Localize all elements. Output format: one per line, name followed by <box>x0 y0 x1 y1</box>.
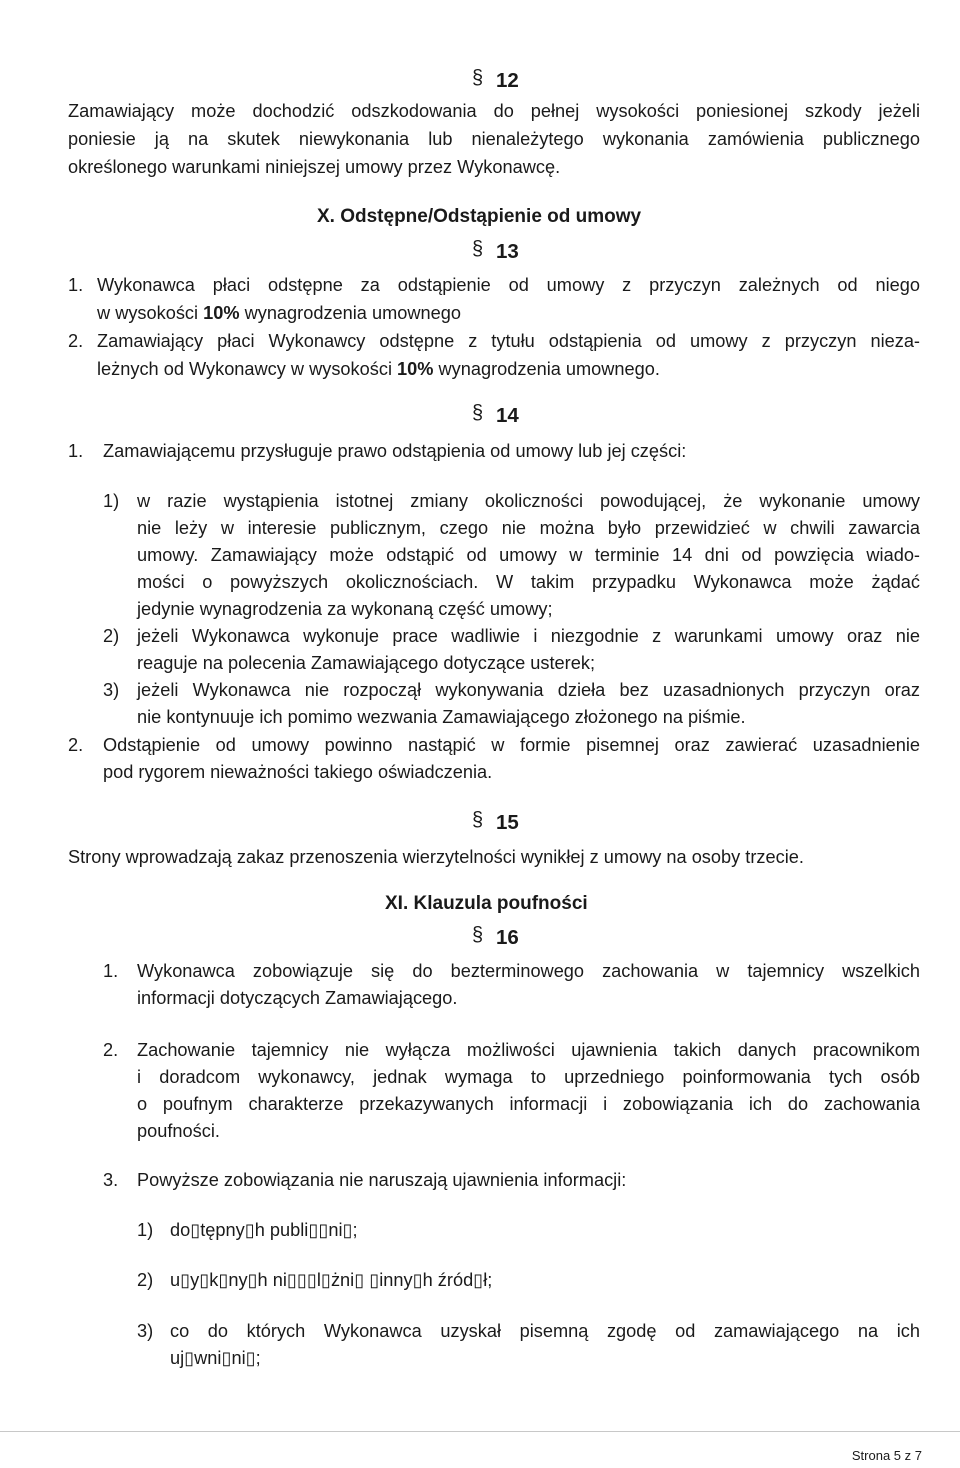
sec12-line-2: poniesie ją na skutek niewykonania lub nienależytego wykonania zamówienia publicznego <box>68 129 920 149</box>
sec14-sub-1-number: 1) <box>103 491 120 511</box>
sec14-sub-1-line-2: nie leży w interesie publicznym, czego nie można było przewidzieć w chwili zawarcia <box>137 518 920 538</box>
sec15-text: Strony wprowadzają zakaz przenoszenia wierzytelności wynikłej z umowy na osoby trzecie. <box>68 847 804 867</box>
sec16-item-2-line-3: o poufnym charakterze przekazywanych informacji i zobowiązania ich do zachowania <box>137 1094 920 1114</box>
sec16-item-1-line-2: informacji dotyczących Zamawiającego. <box>137 988 458 1008</box>
page-number: Strona 5 z 7 <box>851 1448 922 1463</box>
sec16-sub-2-text: u▯y▯k▯ny▯h ni▯▯▯l▯żni▯ ▯inny▯h źród▯ł; <box>170 1270 493 1290</box>
sec16-item-3-number: 3. <box>103 1170 119 1190</box>
sec14-item-2-number: 2. <box>68 735 84 755</box>
sec14-sub-2-line-2: reaguje na polecenia Zamawiającego dotyczące usterek; <box>137 653 595 673</box>
section-sign-icon <box>474 69 486 89</box>
chapter-x-title: X. Odstępne/Odstąpienie od umowy <box>317 206 642 227</box>
sec16-item-2-line-4: poufności. <box>137 1121 220 1141</box>
sec16-item-1-number: 1. <box>103 961 119 981</box>
sec16-sub-3-line-1: co do których Wykonawca uzyskał pisemną zgodę od zamawiającego na ich <box>170 1321 920 1341</box>
sec14-sub-3-number: 3) <box>103 680 120 700</box>
sec16-item-3-line-1: Powyższe zobowiązania nie naruszają ujawnienia informacji: <box>137 1170 627 1190</box>
sec16-item-2-line-1: Zachowanie tajemnicy nie wyłącza możliwości ujawnienia takich danych pracownikom <box>137 1040 920 1060</box>
sec13-item-2-line-2: leżnych od Wykonawcy w wysokości 10% wynagrodzenia umownego. <box>97 359 660 379</box>
sec14-item-2-line-2: pod rygorem nieważności takiego oświadczenia. <box>103 762 493 782</box>
sec16-sub-1-text: do▯tępny▯h publi▯▯ni▯; <box>170 1220 358 1240</box>
sec14-item-1-text: Zamawiającemu przysługuje prawo odstąpienia od umowy lub jej części: <box>103 441 687 461</box>
sec14-sub-1-line-1: w razie wystąpienia istotnej zmiany okoliczności powodującej, że wykonanie umowy <box>137 491 920 511</box>
sec12-line-1: Zamawiający może dochodzić odszkodowania do pełnej wysokości poniesionej szkody jeżeli <box>68 101 920 121</box>
sec14-item-2-line-1: Odstąpienie od umowy powinno nastąpić w formie pisemnej oraz zawierać uzasadnienie <box>103 735 920 755</box>
paragraph-15-heading: §15 <box>474 811 519 835</box>
footer-divider <box>0 1431 960 1432</box>
sec16-item-2-line-2: i doradcom wykonawcy, jednak wymaga to uprzedniego poinformowania tych osób <box>137 1067 920 1087</box>
paragraph-13-heading: §13 <box>474 240 519 264</box>
sec14-sub-1-line-4: mości o powyższych okolicznościach. W takim przypadku Wykonawca może żądać <box>137 572 920 592</box>
sec16-item-2-number: 2. <box>103 1040 119 1060</box>
sec14-sub-1-line-3: umowy. Zamawiający może odstąpić od umowy w terminie 14 dni od powzięcia wiado- <box>137 545 920 565</box>
sec13-item-2-number: 2. <box>68 331 84 351</box>
sec14-sub-3-line-1: jeżeli Wykonawca nie rozpoczął wykonywania dzieła bez uzasadnionych przyczyn oraz <box>137 680 920 700</box>
sec14-sub-3-line-2: nie kontynuuje ich pomimo wezwania Zamawiającego złożonego na piśmie. <box>137 707 746 727</box>
sec13-item-1-line-2: w wysokości 10% wynagrodzenia umownego <box>97 303 461 323</box>
sec12-line-3: określonego warunkami niniejszej umowy przez Wykonawcę. <box>68 157 561 177</box>
paragraph-12-heading: §12 <box>474 69 519 93</box>
chapter-xi-title: XI. Klauzula poufności <box>385 893 588 914</box>
section-sign-icon <box>474 240 486 260</box>
sec16-sub-2-number: 2) <box>137 1270 154 1290</box>
paragraph-16-heading: §16 <box>474 926 519 950</box>
paragraph-14-heading: §14 <box>474 404 519 428</box>
sec13-item-1-number: 1. <box>68 275 84 295</box>
sec16-sub-1-number: 1) <box>137 1220 154 1240</box>
sec14-sub-2-line-1: jeżeli Wykonawca wykonuje prace wadliwie i niezgodnie z warunkami umowy oraz nie <box>137 626 920 646</box>
section-sign-icon <box>474 811 486 831</box>
sec16-sub-3-line-2: uj▯wni▯ni▯; <box>170 1348 261 1368</box>
sec13-item-2-line-1: Zamawiający płaci Wykonawcy odstępne z tytułu odstąpienia od umowy z przyczyn nieza- <box>97 331 920 351</box>
sec16-item-1-line-1: Wykonawca zobowiązuje się do bezterminowego zachowania w tajemnicy wszelkich <box>137 961 920 981</box>
sec16-sub-3-number: 3) <box>137 1321 154 1341</box>
section-sign-icon <box>474 926 486 946</box>
sec14-item-1-number: 1. <box>68 441 84 461</box>
section-sign-icon <box>474 404 486 424</box>
sec14-sub-2-number: 2) <box>103 626 120 646</box>
sec13-item-1-line-1: Wykonawca płaci odstępne za odstąpienie od umowy z przyczyn zależnych od niego <box>97 275 920 295</box>
sec14-sub-1-line-5: jedynie wynagrodzenia za wykonaną część umowy; <box>137 599 553 619</box>
